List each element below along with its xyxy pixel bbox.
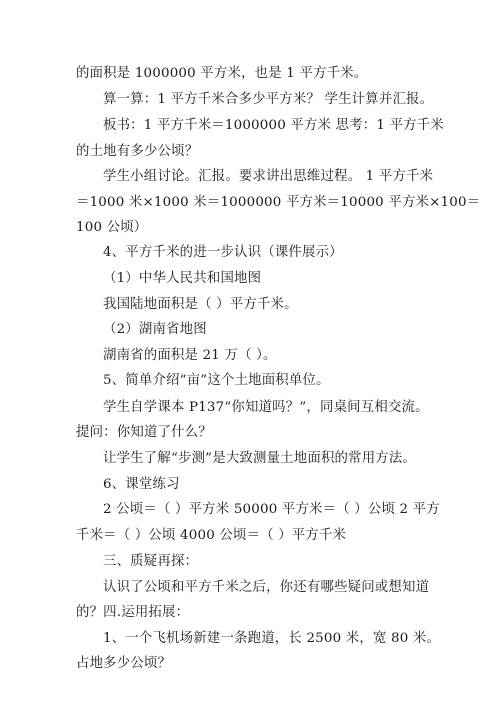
text-line: 千米＝（ ）公顷 4000 公顷＝（ ）平方千米 [76,528,347,543]
text-line: 让学生了解“步测”是大致测量土地面积的常用方法。 [103,451,417,466]
text-line: 的土地有多少公顷？ [76,144,199,159]
section-heading: 4、平方千米的进一步认识（课件展示） [103,245,343,260]
text-line: 板书：1 平方千米＝1000000 平方米 思考：1 平方千米 [103,118,444,133]
section-heading: 6、课堂练习 [103,477,180,492]
text-line: 湖南省的面积是 21 万（ ）。 [103,348,277,363]
text-line: （1）中华人民共和国地图 [103,271,262,286]
text-line: 提问：你知道了什么？ [76,425,212,440]
text-line: 我国陆地面积是（ ）平方千米。 [103,297,298,312]
section-heading: 5、简单介绍“亩”这个土地面积单位。 [103,373,330,388]
text-line: 认识了公顷和平方千米之后，你还有哪些疑问或想知道 [103,580,430,595]
text-line: 占地多少公顷？ [76,656,172,671]
text-line: 算一算：1 平方千米合多少平方米？ 学生计算并汇报。 [103,92,434,107]
text-line: 100 公顷） [76,220,148,235]
section-heading: 三、质疑再探： [103,554,199,569]
text-line: （2）湖南省地图 [103,322,207,337]
text-line: 2 公顷＝（ ）平方米 50000 平方米＝（ ）公顷 2 平方 [103,502,440,517]
text-line: 1、一个飞机场新建一条跑道，长 2500 米，宽 80 米。 [103,631,441,646]
text-line: 的面积是 1000000 平方米，也是 1 平方千米。 [76,66,368,81]
text-line: ＝1000 米×1000 米＝1000000 平方米＝10000 平方米×100＝ [76,195,481,210]
text-line: 的？四.运用拓展： [76,605,190,620]
text-line: 学生小组讨论。汇报。要求讲出思维过程。 1 平方千米 [103,169,434,184]
text-line: 学生自学课本 P137“你知道吗？”，同桌间互相交流。 [103,400,429,415]
